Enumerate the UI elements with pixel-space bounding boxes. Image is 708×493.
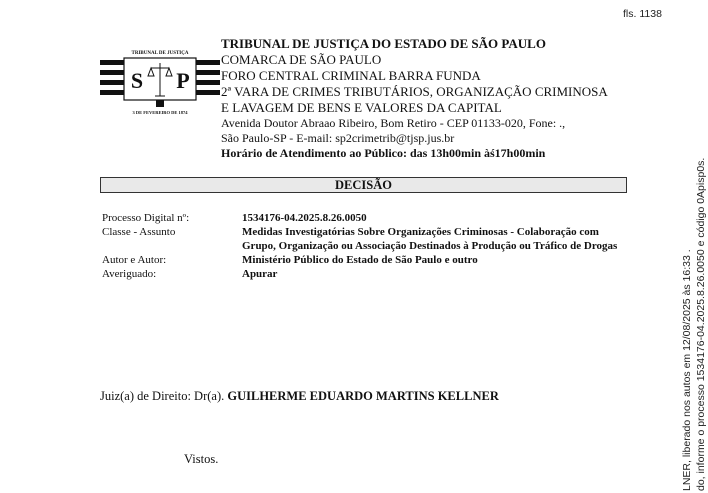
logo-top-text: TRIBUNAL DE JUSTIÇA xyxy=(131,51,189,56)
info-row xyxy=(102,267,632,281)
info-row xyxy=(102,225,632,253)
address-line-2: São Paulo-SP - E-mail: sp2crimetrib@tjsp.jus.br xyxy=(221,131,455,145)
public-hours: Horário de Atendimento ao Público: das 13h00min àś17h00min xyxy=(221,146,546,160)
side-line-1: LNER, liberado nos autos em 12/08/2025 às 16:33 . xyxy=(681,249,693,491)
info-label: Processo Digital nº: xyxy=(102,212,190,224)
case-info xyxy=(102,211,632,281)
vara-line-2: E LAVAGEM DE BENS E VALORES DA CAPITAL xyxy=(221,100,502,115)
info-value: 1534176-04.2025.8.26.0050 xyxy=(242,212,367,224)
logo-letter-s: S xyxy=(130,68,144,93)
info-value: Medidas Investigatórias Sobre Organizações Criminosas - Colaboração com Grupo, Organização ou Associação Destinados à Produção ou Tráfico de Drogas xyxy=(242,226,618,252)
judge-name: GUILHERME EDUARDO MARTINS KELLNER xyxy=(227,389,499,403)
info-label: Classe - Assunto xyxy=(102,226,176,238)
page-number: fls. 1138 xyxy=(623,8,662,20)
side-validation-text xyxy=(680,131,708,491)
judge-line xyxy=(100,389,499,404)
side-line-2: do, informe o processo 1534176-04.2025.8.26.0050 e código 0Apisp0s. xyxy=(695,157,707,491)
info-value: Ministério Público do Estado de São Paulo e outro xyxy=(242,254,478,266)
logo-bottom-text: 3 DE FEVEREIRO DE 1874 xyxy=(132,110,188,115)
logo-letter-p: P xyxy=(176,68,190,93)
court-header xyxy=(221,36,608,161)
info-value: Apurar xyxy=(242,268,278,280)
info-label: Autor e Autor: xyxy=(102,254,167,266)
info-label: Averiguado: xyxy=(102,268,157,280)
tjsp-logo xyxy=(100,30,220,118)
vara-line-1: 2ª VARA DE CRIMES TRIBUTÁRIOS, ORGANIZAÇÃO CRIMINOSA xyxy=(221,84,608,99)
info-row xyxy=(102,211,632,225)
comarca: COMARCA DE SÃO PAULO xyxy=(221,52,382,67)
judge-label: Juiz(a) de Direito: Dr(a). xyxy=(100,389,225,403)
vistos-text: Vistos. xyxy=(184,452,219,466)
foro: FORO CENTRAL CRIMINAL BARRA FUNDA xyxy=(221,68,481,83)
info-row xyxy=(102,253,632,267)
document-title: DECISÃO xyxy=(100,177,627,193)
court-name: TRIBUNAL DE JUSTIÇA DO ESTADO DE SÃO PAULO xyxy=(221,36,546,51)
address-line-1: Avenida Doutor Abraao Ribeiro, Bom Retiro - CEP 01133-020, Fone: ., xyxy=(221,116,566,130)
